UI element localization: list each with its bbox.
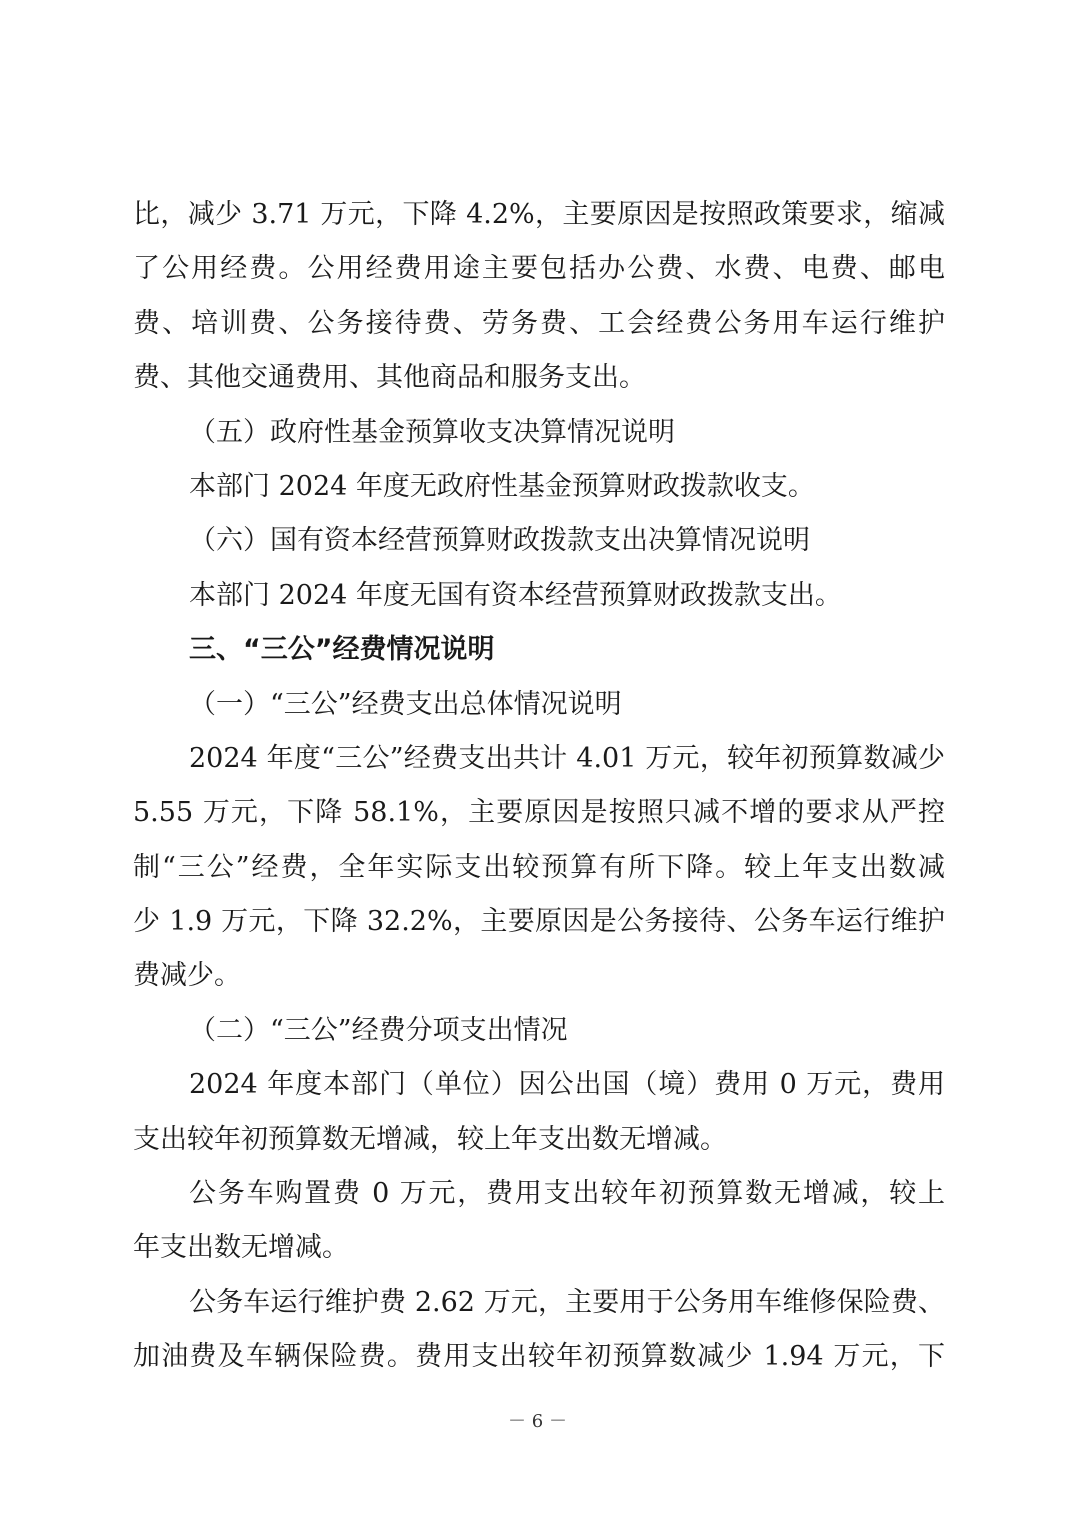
section-heading-5: （五）政府性基金预算收支决算情况说明 [189, 416, 675, 448]
paragraph-line: 本部门 2024 年度无政府性基金预算财政拨款收支。 [189, 470, 815, 502]
section-heading-1: （一）“三公”经费支出总体情况说明 [189, 688, 622, 720]
paragraph-line: 公务车购置费 0 万元，费用支出较年初预算数无增减，较上 [189, 1178, 945, 1210]
paragraph-line: 年支出数无增减。 [133, 1232, 349, 1264]
paragraph-line: 了公用经费。公用经费用途主要包括办公费、水费、电费、邮电 [133, 253, 945, 285]
paragraph-line: 本部门 2024 年度无国有资本经营预算财政拨款支出。 [189, 579, 842, 611]
paragraph-line: 少 1.9 万元，下降 32.2%，主要原因是公务接待、公务车运行维护 [133, 906, 945, 938]
paragraph-line: 费、其他交通费用、其他商品和服务支出。 [133, 362, 646, 394]
paragraph-line: 费减少。 [133, 960, 241, 992]
section-heading-2: （二）“三公”经费分项支出情况 [189, 1014, 568, 1046]
paragraph-line: 2024 年度本部门（单位）因公出国（境）费用 0 万元，费用 [189, 1069, 945, 1101]
paragraph-line: 制“三公”经费，全年实际支出较预算有所下降。较上年支出数减 [133, 851, 945, 883]
paragraph-line: 比，减少 3.71 万元，下降 4.2%，主要原因是按照政策要求，缩减 [133, 199, 945, 230]
chapter-heading-3: 三、“三公”经费情况说明 [189, 634, 495, 666]
section-heading-6: （六）国有资本经营预算财政拨款支出决算情况说明 [189, 525, 810, 557]
paragraph-line: 加油费及车辆保险费。费用支出较年初预算数减少 1.94 万元，下 [133, 1341, 945, 1373]
paragraph-line: 2024 年度“三公”经费支出共计 4.01 万元，较年初预算数减少 [189, 742, 945, 774]
paragraph-line: 5.55 万元，下降 58.1%，主要原因是按照只减不增的要求从严控 [133, 797, 945, 829]
paragraph-line: 费、培训费、公务接待费、劳务费、工会经费公务用车运行维护 [133, 307, 945, 339]
paragraph-line: 公务车运行维护费 2.62 万元，主要用于公务用车维修保险费、 [189, 1286, 945, 1318]
page-number: － 6 － [508, 1411, 567, 1432]
paragraph-line: 支出较年初预算数无增减，较上年支出数无增减。 [133, 1123, 727, 1155]
document-body [133, 188, 945, 1385]
